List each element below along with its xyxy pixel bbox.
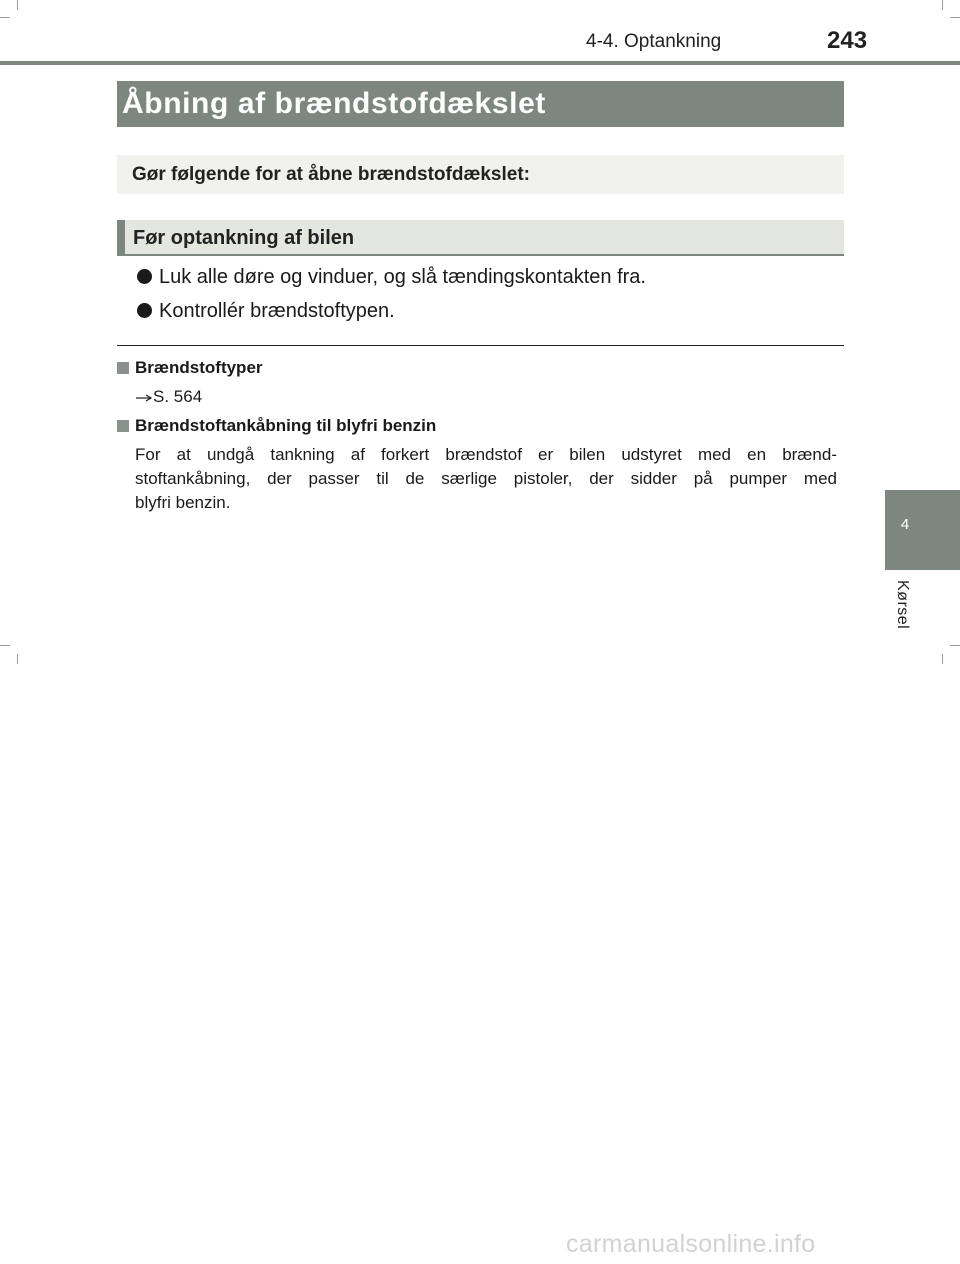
crop-mark <box>950 645 960 646</box>
note-body-line: For at undgå tankning af forkert brændstof er bilen udstyret med en brænd- <box>135 445 837 464</box>
chapter-tab <box>885 490 960 570</box>
page-number: 243 <box>827 27 868 54</box>
header-rule <box>0 61 960 65</box>
page-reference <box>135 386 202 408</box>
bullet-icon <box>137 269 152 284</box>
note-body <box>135 443 837 515</box>
note-heading-text: Brændstoftyper <box>135 358 263 377</box>
crop-mark <box>942 654 943 664</box>
crop-mark <box>950 17 960 18</box>
note-heading-tank-opening <box>117 415 436 437</box>
page-title: Åbning af brændstofdækslet <box>117 81 844 127</box>
list-item-text: Kontrollér brændstoftypen. <box>159 300 395 322</box>
note-heading-fuel-types <box>117 357 263 379</box>
note-body-line: stoftankåbning, der passer til de særlige pistoler, der sidder på pumper med <box>135 469 837 488</box>
arrow-right-icon <box>135 393 153 403</box>
square-bullet-icon <box>117 420 129 432</box>
crop-mark <box>0 645 10 646</box>
page-reference-text: S. 564 <box>153 387 203 406</box>
list-item <box>137 264 837 290</box>
square-bullet-icon <box>117 362 129 374</box>
note-heading-text: Brændstoftankåbning til blyfri benzin <box>135 416 437 435</box>
list-item-text: Luk alle døre og vinduer, og slå tændingskontakten fra. <box>159 266 646 288</box>
header-section-title: 4-4. Optankning <box>586 31 722 52</box>
bullet-icon <box>137 303 152 318</box>
chapter-number: 4 <box>900 516 910 533</box>
intro-text: Gør følgende for at åbne brændstofdækslet: <box>117 155 844 194</box>
bullet-list <box>137 264 837 332</box>
chapter-label: Kørsel <box>894 580 911 630</box>
note-body-line: blyfri benzin. <box>135 493 231 512</box>
crop-mark <box>17 0 18 10</box>
crop-mark <box>942 0 943 10</box>
crop-mark <box>17 654 18 664</box>
watermark: carmanualsonline.info <box>566 1230 816 1258</box>
section-divider <box>117 345 844 346</box>
list-item <box>137 298 837 324</box>
crop-mark <box>0 17 10 18</box>
subsection-heading: Før optankning af bilen <box>117 220 844 256</box>
